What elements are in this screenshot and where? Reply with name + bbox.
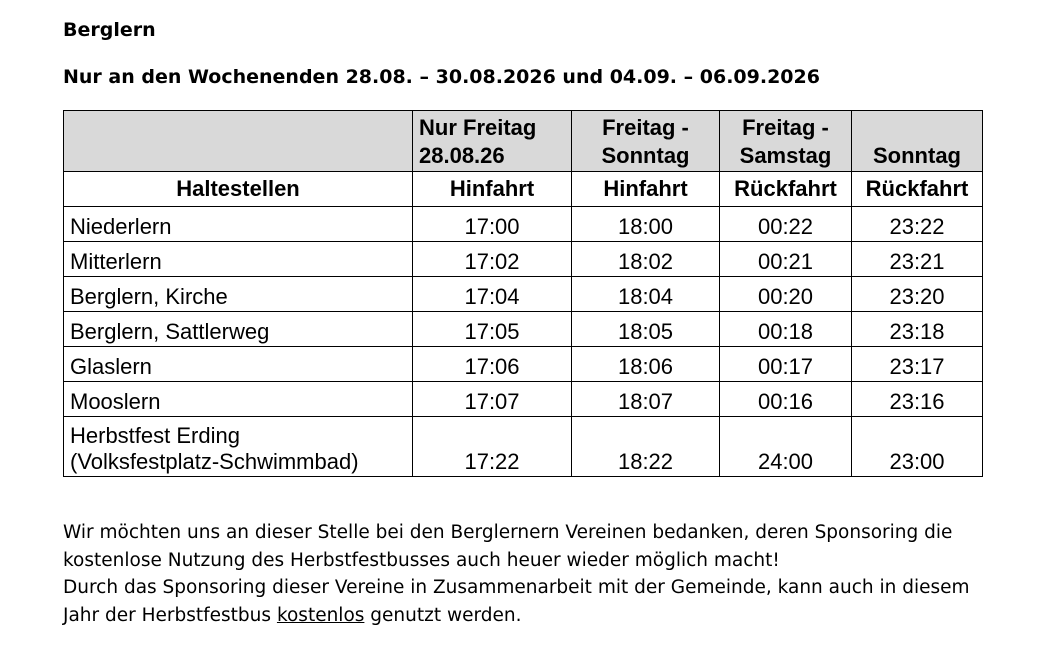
departure-time-cell: 23:21: [852, 242, 983, 277]
note-line: kostenlose Nutzung des Herbstfestbusses auch heuer wieder möglich macht!: [63, 549, 780, 571]
document-title: Berglern: [63, 19, 156, 41]
bus-schedule-table: [63, 110, 983, 477]
table-row: [64, 417, 983, 477]
departure-time-cell: 00:22: [720, 207, 852, 242]
departure-time-cell: 17:04: [413, 277, 572, 312]
header-day-cell: [852, 111, 983, 172]
departure-time-cell: 00:20: [720, 277, 852, 312]
header-day-line1: Freitag -: [602, 115, 689, 140]
departure-time-cell: 18:04: [572, 277, 720, 312]
departure-time-cell: 23:18: [852, 312, 983, 347]
underlined-kostenlos: kostenlos: [276, 604, 365, 626]
stop-name-cell: Mooslern: [64, 382, 413, 417]
departure-time-cell: 17:07: [413, 382, 572, 417]
departure-time-cell: 18:07: [572, 382, 720, 417]
departure-time-cell: 17:06: [413, 347, 572, 382]
departure-time-cell: 00:17: [720, 347, 852, 382]
stop-name-cell: Berglern, Sattlerweg: [64, 312, 413, 347]
table-row: [64, 347, 983, 382]
departure-time-cell: 23:22: [852, 207, 983, 242]
header-day-cell: [572, 111, 720, 172]
departure-time-cell: 18:22: [572, 417, 720, 477]
departure-time-cell: 00:18: [720, 312, 852, 347]
departure-time-cell: 23:16: [852, 382, 983, 417]
header-day-cell: [720, 111, 852, 172]
departure-time-cell: 17:22: [413, 417, 572, 477]
header-day-cell: [64, 111, 413, 172]
departure-time-cell: 18:06: [572, 347, 720, 382]
header-day-line1: Freitag -: [742, 115, 829, 140]
header-day-line2: Sonntag: [873, 143, 961, 168]
header-direction-cell: Hinfahrt: [413, 172, 572, 207]
header-days-row: [64, 111, 983, 172]
header-day-line1: Nur Freitag: [419, 115, 537, 140]
departure-time-cell: 18:02: [572, 242, 720, 277]
departure-time-cell: 23:17: [852, 347, 983, 382]
departure-time-cell: 23:00: [852, 417, 983, 477]
departure-time-cell: 18:00: [572, 207, 720, 242]
stop-name-cell: Mitterlern: [64, 242, 413, 277]
stop-name-cell: Niederlern: [64, 207, 413, 242]
departure-time-cell: 17:00: [413, 207, 572, 242]
note-line: Wir möchten uns an dieser Stelle bei den Berglernern Vereinen bedanken, deren Sponsoring die: [63, 522, 953, 543]
header-direction-cell: Rückfahrt: [852, 172, 983, 207]
stop-name-cell: Herbstfest Erding (Volksfestplatz-Schwimmbad): [64, 417, 413, 477]
departure-time-cell: 23:20: [852, 277, 983, 312]
departure-time-cell: 17:02: [413, 242, 572, 277]
header-stops-label: Haltestellen: [64, 172, 413, 207]
table-row: [64, 382, 983, 417]
header-direction-cell: Rückfahrt: [720, 172, 852, 207]
departure-time-cell: 17:05: [413, 312, 572, 347]
sponsoring-note: [63, 519, 1023, 629]
note-line: Jahr der Herbstfestbus kostenlos genutzt werden.: [63, 604, 522, 626]
header-day-line2: 28.08.26: [419, 143, 505, 168]
stop-name-cell: Glaslern: [64, 347, 413, 382]
header-day-line2: Samstag: [739, 143, 832, 168]
departure-time-cell: 00:21: [720, 242, 852, 277]
departure-time-cell: 00:16: [720, 382, 852, 417]
stop-name-cell: Berglern, Kirche: [64, 277, 413, 312]
document-subtitle: Nur an den Wochenenden 28.08. – 30.08.2026 und 04.09. – 06.09.2026: [63, 66, 820, 88]
departure-time-cell: 24:00: [720, 417, 852, 477]
table-row: [64, 207, 983, 242]
table-row: [64, 242, 983, 277]
header-direction-row: [64, 172, 983, 207]
table-row: [64, 312, 983, 347]
note-line: Durch das Sponsoring dieser Vereine in Zusammenarbeit mit der Gemeinde, kann auch in diesem: [63, 577, 970, 598]
header-day-cell: [413, 111, 572, 172]
table-row: [64, 277, 983, 312]
departure-time-cell: 18:05: [572, 312, 720, 347]
header-day-line2: Sonntag: [601, 143, 690, 168]
header-direction-cell: Hinfahrt: [572, 172, 720, 207]
